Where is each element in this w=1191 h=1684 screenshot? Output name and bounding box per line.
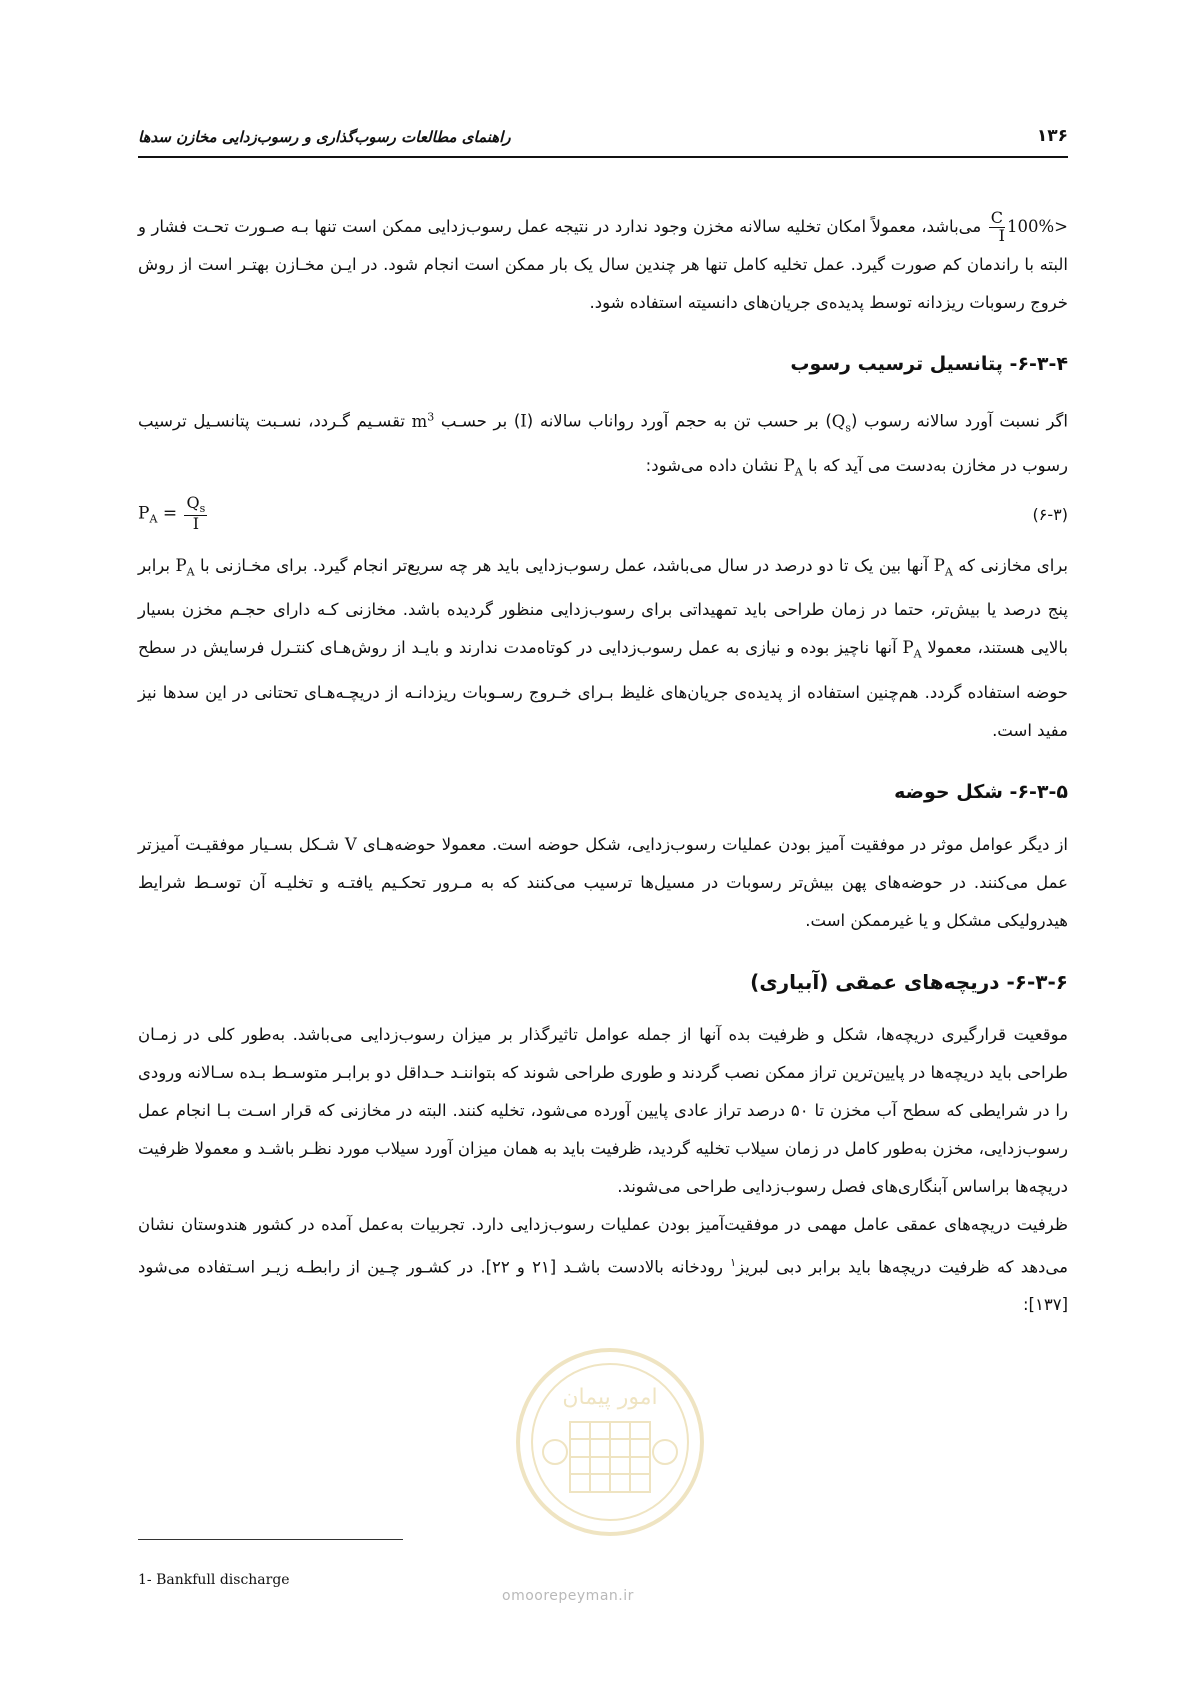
symbol-letter: m [411,411,428,431]
text-run: آنها ناچیز بوده و نیازی به عمل رسوب‌زدایی در کوتاه‌مدت ندارند و بایـد از روش‌هـای کنتـرل فرسایش در سطح حوضه استفاده گردد. هم‌چنین استفاده از پدیده‌ی جریان‌های غلیظ بـرای خـروج رسـوبات ریزدانـه از دریچـه‌هـای تحتانی در این سدها نیز مفید است. [138,638,1068,740]
symbol-pa [783,455,803,479]
equation-6-3 [138,491,1068,547]
symbol-pa [902,638,922,661]
text-run: تقسـیم گـردد، نسـبت پتانسـیل ترسیب رسوب در مخازن به‌دست می آید که با [138,411,1068,475]
inline-formula-ci [987,208,1068,245]
running-header [138,126,1068,158]
symbol-subscript: A [913,647,922,661]
equation-numerator [184,495,207,516]
symbol-letter: P [902,638,914,658]
equation-number: (۶-۳) [1032,505,1068,525]
paragraph-pa-ranges [138,547,1068,750]
paragraph-intro-line1: می‌باشد، معمولاً امکان تخلیه سالانه مخزن وجود ندارد در نتیجه عمل رسوب‌زدایی ممکن است تنها بـه صـورت تحـت [192,217,982,236]
text-run: رودخانه بالادست باشـد [۲۱ و ۲۲]. در کشـور چـین از رابطـه زیـر اسـتفاده می‌شود [۱۳۷]: [138,1257,1068,1315]
symbol-letter: Q [831,411,846,431]
percent-value: 100% [1007,217,1055,236]
symbol-letter: Q [186,493,200,513]
footnote-text: 1- Bankfull discharge [138,1572,290,1588]
paragraph-pa-definition [138,398,1068,491]
paragraph-intro-rest: فشار و البته با راندمان کم صورت گیرد. عمل تخلیه کامل تنها هر چندین سال یک بار ممکن است انجام شود. در ایـن مخـازن بهتـر است از روش خروج رسوبات ریزدانه توسط پدیده‌ی جریان‌های دانسیته استفاده شود. [138,217,1068,312]
text-run: آنها بین یک تا دو درصد در سال می‌باشد، عمل رسوب‌زدایی باید هر چه سریع‌تر انجام گیرد. برای مخـازنی با [194,556,934,576]
main-content [138,208,1068,1324]
fraction-denominator: I [998,226,1005,245]
equals-sign: = [162,503,178,524]
heading-sediment-trapping-potential: ۶-۳-۴- پتانسیل ترسیب رسوب [790,353,1068,375]
watermark-logo-text: امور پیمان [562,1385,658,1410]
symbol-letter: P [783,455,795,475]
symbol-m3 [412,412,435,431]
text-run: ) بر حسـب [434,411,521,431]
equation-denominator: I [192,513,200,533]
symbol-pa [933,556,953,579]
watermark-url: omoorepeyman.ir [502,1588,634,1604]
fraction-numerator: C [990,208,1003,228]
symbol-subscript: A [944,565,953,579]
symbol-subscript: s [845,420,851,434]
text-run: اگر نسبت آورد سالانه رسوب ( [850,411,1068,431]
paragraph-gate-capacity [138,1206,1068,1325]
watermark-logo [510,1342,710,1542]
heading-basin-shape: ۶-۳-۵- شکل حوضه [894,780,1068,803]
greater-than-sign: > [1054,217,1068,236]
header-title: راهنمای مطالعات رسوب‌گذاری و رسوب‌زدایی مخازن سدها [138,128,511,146]
symbol-subscript: A [186,565,195,579]
text-run: شـکل بسـیار موفقیـت آمیزتر عمل می‌کنند. در حوضه‌های پهن بیش‌تر رسوبات در مسیل‌ها ترسیب می‌کنند که به مـرور تحکـیم یافتـه و تخلیـه آن توسـط شرایط هیدرولیکی مشکل و یا غیرممکن است. [138,834,1068,930]
heading-deep-gates: ۶-۳-۶- دریچه‌های عمقی (آبیاری) [750,969,1068,994]
text-run: از دیگر عوامل موثر در موفقیت آمیز بودن عملیات رسوب‌زدایی، شکل حوضه است. معمولا حوضه‌هـای [356,834,1068,854]
fraction-c-over-i [989,210,1005,245]
paragraph-basin-shape [138,826,1068,940]
symbol-letter: P [933,556,945,576]
paragraph-intro [138,208,1068,322]
equation-lhs-subscript: A [149,512,158,526]
symbol-letter: P [175,556,187,576]
symbol-v: V [344,834,357,854]
symbol-qs [831,411,851,434]
text-run: برابر پنج درصد یا بیش‌تر، حتما در زمان طراحی باید تمهیداتی برای رسوب‌زدایی منظور گردیده باشد. مخازنی کـه دارای حجـم مخزن بسیار بالایی هستند، معمولا [138,556,1068,658]
symbol-subscript: A [794,465,803,479]
text-run: نشان داده می‌شود: [645,455,784,475]
paragraph-gate-placement: موقعیت قرارگیری دریچه‌ها، شکل و ظرفیت بده آنها از جمله عوامل تاثیرگذار بر میزان رسوب‌زدایی می‌باشد. به‌طور کلی در زمـان طراحی باید دریچه‌ها در پایین‌ترین تراز ممکن نصب گردند و طوری طراحی شوند که بتواننـد حـداقل دو برابـر متوسـط بـده سـالانه ورودی را در شرایطی که سطح آب مخزن تا ۵۰ درصد تراز عادی پایین آورده می‌شود، تخلیه کنند. البته در مخازنی که قرار اسـت بـا انجام عمل رسوب‌زدایی، مخزن به‌طور کامل در زمان سیلاب تخلیه گردید، ظرفیت باید به همان میزان آورد سیلاب مورد نظـر باشـد و معمولا ظرفیت دریچه‌ها براساس آبنگاری‌های فصل رسوب‌زدایی طراحی می‌شوند. [138,1024,1068,1196]
footnote-divider [138,1539,403,1540]
equation-formula [138,495,209,533]
equation-fraction [184,495,207,533]
footnote-marker[interactable]: ۱ [730,1255,737,1269]
symbol-subscript: s [199,502,206,516]
symbol-superscript: 3 [427,410,435,423]
symbol-pa [175,556,195,579]
text-run: برای مخازنی که [952,556,1068,576]
symbol-i: I [520,411,527,431]
text-run: ) بر حسب تن به حجم آورد رواناب سالانه ( [526,411,832,431]
equation-lhs-letter: P [138,503,150,524]
page-number: ۱۳۶ [1036,126,1068,146]
text-run: ظرفیت دریچه‌های عمقی عامل مهمی در موفقیت‌آمیز بودن عملیات رسوب‌زدایی دارد. تجربیات به‌عمل آمده در کشور هندوستان نشان می‌دهد که ظرفیت دریچه‌ها باید برابر دبی لبریز [138,1214,1068,1277]
